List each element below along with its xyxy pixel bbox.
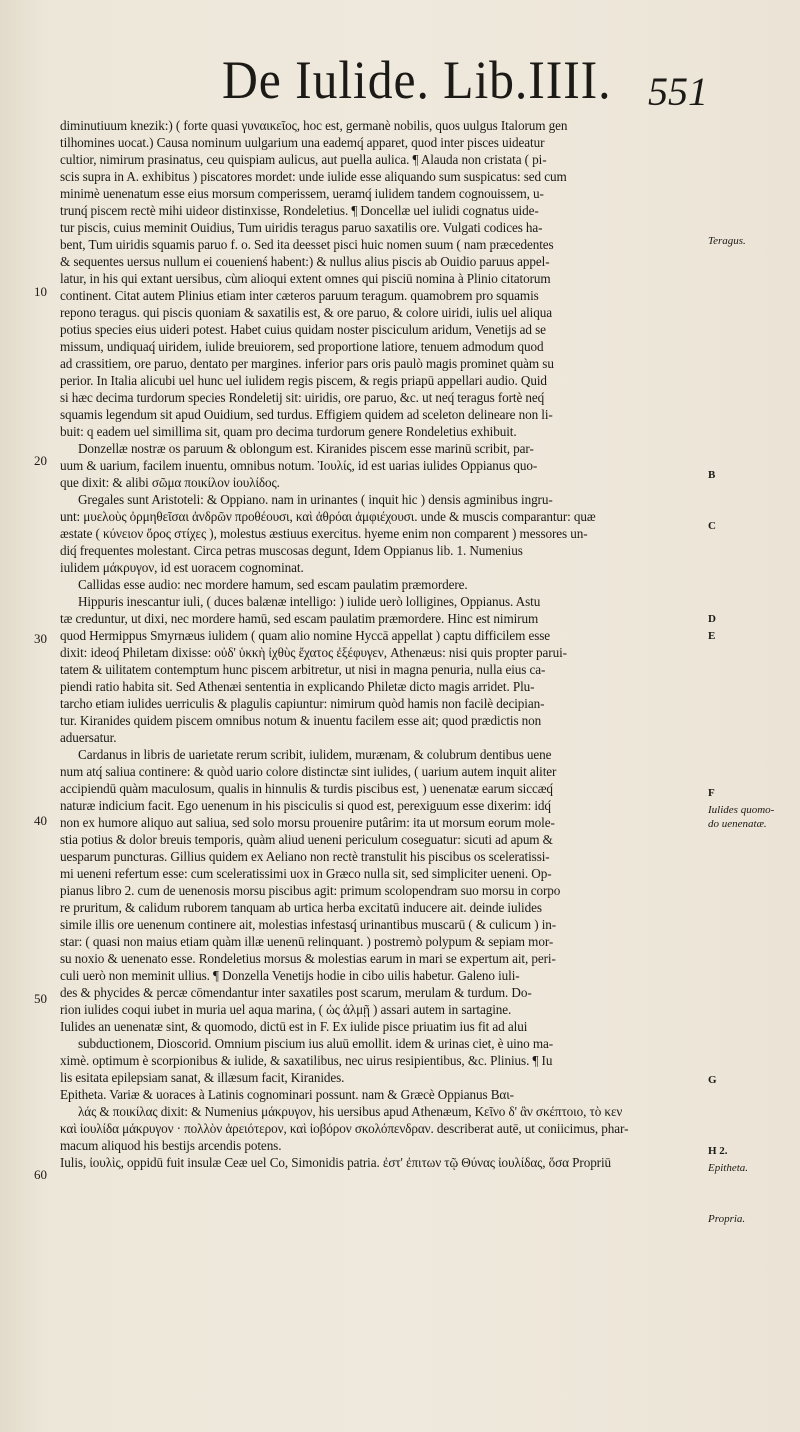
text-line: accipiendū quàm maculosum, qualis in hinnulis & turdis piscibus est, ) uenenatæ earum siccæq́ (60, 781, 553, 796)
text-line: scis supra in A. exhibitus ) piscatores mordet: unde iulide esse aliquando sum suspicatus: sed cum (60, 169, 567, 184)
line-number: 40 (34, 813, 47, 828)
page-header (0, 52, 800, 112)
text-line: λάς & ποικίλας dixit: & Numenius μάκρυγον, his uersibus apud Athenæum, Κεῖνο δ' ἂν σκέπτοιο, τὸ κεν (78, 1104, 623, 1119)
text-line: latur, in his qui extant uersibus, cùm alioqui extent omnes qui pisciū nomina à Plinio citatorum (60, 271, 551, 286)
text-line: si hæc decima turdorum species Rondeletij sit: uiridis, ore paruo, &c. ut neq́ teragus fortè neq́ (60, 390, 545, 405)
margin-letter-h: H 2. (708, 1145, 728, 1157)
text-line: non ex humore aliquo aut saliua, sed solo morsu prouenire putârim: ita ut morsum eorum mole- (60, 815, 555, 830)
margin-letter-g: G (708, 1074, 717, 1086)
text-line: Cardanus in libris de uarietate rerum scribit, iulidem, murænam, & colubrum dentibus uene (78, 747, 552, 762)
text-line: tur piscis, cuius meminit Ouidius, Tum uiridis teragus paruo saxatilis ore. Vulgati codices ha- (60, 220, 543, 235)
text-line: buit: q eadem uel simillima sit, quam pro decima turdorum genere Rondeletius exhibuit. (60, 424, 517, 439)
text-line: repono teragus. qui piscis quoniam & saxatilis est, & ore paruo, & colore uiridi, iulis uel aliqua (60, 305, 552, 320)
text-line: continent. Citat autem Plinius etiam inter cæteros paruum teragum. quamobrem pro squamis (60, 288, 539, 303)
text-line: su noxio & uenenato esse. Rondeletius morsus & molestias earum in mari se expertum ait, peri- (60, 951, 556, 966)
running-title: De Iulide. Lib.IIII. (222, 50, 612, 110)
text-line: diq́ frequentes molestant. Circa petras muscosas degunt, Idem Oppianus lib. 1. Numenius (60, 543, 523, 558)
text-line: uesparum puncturas. Gillius quidem ex Aeliano non rectè transtulit his piscibus os sceleratissi- (60, 849, 550, 864)
margin-letter-e: E (708, 630, 716, 642)
text-line: trunq́ piscem rectè mihi uideor distinxisse, Rondeletius. ¶ Doncellæ uel iulidi cognatus uide- (60, 203, 539, 218)
text-line: lis esitata epilepsiam sanat, & illæsum facit, Kiranides. (60, 1070, 345, 1085)
text-line: naturæ indicium facit. Ego uenenum in his pisciculis si quod est, perexiguum esse dixerim: idq́ (60, 798, 551, 813)
text-line: tarcho etiam iulides uerriculis & plagulis capiuntur: nimirum quòd hamis non facilè decipian- (60, 696, 545, 711)
text-line: macum aliquod his bestijs arcendis potens. (60, 1138, 282, 1153)
text-line: & sequentes uersus nullum ei couenienś habent:) & nullus alius piscis ab Ouidio paruus appel- (60, 254, 550, 269)
text-line: re pruritum, & calidum ruborem tanquam ab urtica herba excitatū inducere ait. deinde iulides (60, 900, 542, 915)
text-line: tur. Kiranides quidem piscem omnibus notum & inuentu facilem esse ait; quod prædictis non (60, 713, 542, 728)
text-line: Epitheta. Variæ & uoraces à Latinis cognominari possunt. nam & Græcè Oppianus Βαι- (60, 1087, 514, 1102)
text-line: diminutiuum knezik:) ( forte quasi γυναικεῖος, hoc est, germanè nobilis, quos uulgus Italorum gen (60, 118, 568, 133)
text-line: rion iulides coqui iubet in muria uel aqua marina, ( ὡς ἀλμῇ ) assari autem in sartagine. (60, 1002, 512, 1017)
text-line: bent, Tum uiridis squamis paruo f. o. Sed ita deesset pisci huic nomen suum ( nam præcedentes (60, 237, 554, 252)
text-line: aduersatur. (60, 730, 117, 745)
text-line: squamis legendum sit apud Ouidium, sed turdus. Effigiem quidem ad sceleton delineare non li- (60, 407, 553, 422)
text-line: piendi ratio habita sit. Sed Athenæi sententia in explicando Philetæ dicto magis arridet. Plu- (60, 679, 535, 694)
line-number: 50 (34, 991, 47, 1006)
margin-note-propria: Propria. (708, 1213, 746, 1225)
margin-letter-b: B (708, 469, 716, 481)
text-line: quod Hermippus Smyrnæus iulidem ( quam alio nomine Hyccā appellat ) captu difficilem esse (60, 628, 551, 643)
margin-note-iulides-2: do uenenatæ. (708, 818, 767, 830)
text-line: Hippuris inescantur iuli, ( duces balænæ intelligo: ) iulide uerò lolligines, Oppianus. Astu (78, 594, 541, 609)
text-line: simile illis ore uenenum continere ait, molestias infestasq́ urinantibus muscarū ( & culicum ) in- (60, 917, 557, 932)
text-line: que dixit: & alibi σῶμα ποικίλον ἰουλίδος. (60, 475, 280, 490)
text-line: tæ creduntur, ut dixi, nec mordere hamū, sed escam paulatim præmordere. Hinc est nimirum (60, 611, 539, 626)
margin-letter-d: D (708, 613, 716, 625)
margin-note-teragus: Teragus. (708, 235, 746, 247)
text-line: star: ( quasi non maius etiam quàm illæ uenenū relinquant. ) postremò polypum & sepiam mor- (60, 934, 554, 949)
text-line: Iulis, ἰουλὶς, oppidū fuit insulæ Ceæ uel Co, Simonidis patria. ἐστ' ἐπιτων τῷ Θύνας ἰουλίδας, ὅσα Propriū (60, 1155, 612, 1170)
text-line: καὶ ἰουλίδα μάκρυγον · πολλὸν ἀρειότερον, καὶ ἰοβόρον σκολόπενδραν. describerat autē, ut coniicimus, phar- (60, 1121, 629, 1136)
text-line: mi ueneni refertum esse: cum sceleratissimi uox in Græco nulla sit, sed simpliciter ueneni. Op- (60, 866, 552, 881)
text-line: potius species eius uideri potest. Habet cuius quidam noster pisciculum aridum, Venetijs ad se (60, 322, 546, 337)
margin-letter-f: F (708, 787, 715, 799)
page-number: 551 (648, 69, 708, 114)
text-line: Callidas esse audio: nec mordere hamum, sed escam paulatim præmordere. (78, 577, 468, 592)
text-line: stia potius & dolor breuis temporis, quàm aliud ueneni periculum coseguatur: sicuti ad apum & (60, 832, 553, 847)
text-line: num atq́ saliua continere: & quòd uario colore distinctæ sint iulides, ( uarium autem inquit aliter (60, 764, 557, 779)
text-line: dixit: ideoq́ Philetam dixisse: οὐδ' ὑκκὴ ἰχθὺς ἔχατος ἐξέφυγεν, Athenæus: nisi quis propter parui- (60, 645, 567, 660)
text-line: perior. In Italia alicubi uel hunc uel iulidem regis piscem, & regis priapū appellari audio. Quid (60, 373, 547, 388)
text-line: des & phycides & percæ cōmendantur inter saxatiles post scarum, merulam & turdum. Do- (60, 985, 532, 1000)
text-line: cultior, nimirum prasinatus, ceu quispiam aulicus, aut puella aulica. ¶ Alauda non cristata ( pi- (60, 152, 547, 167)
text-line: Iulides an uenenatæ sint, & quomodo, dictū est in F. Ex iulide pisce priuatim ius fit ad alui (60, 1019, 528, 1034)
text-line: Gregales sunt Aristoteli: & Oppiano. nam in urinantes ( inquit hic ) densis agminibus ingru- (78, 492, 553, 507)
text-line: subductionem, Dioscorid. Omnium piscium ius aluū emollit. idem & urinas ciet, è uino ma- (78, 1036, 554, 1051)
text-line: culi uerò non meminit ullius. ¶ Donzella Venetijs hodie in cibo uilis habetur. Galeno iuli- (60, 968, 520, 983)
text-line: ximè. optimum è scorpionibus & iulide, & saxatilibus, nec uirus resipientibus, &c. Plinius. ¶ Iu (60, 1053, 553, 1068)
text-line: æstate ( κύνειον ὄρος στίχες ), molestus æstiuus exercitus. hyeme enim non comparent ) messores un- (60, 526, 588, 541)
margin-note-iulides-1: Iulides quomo- (708, 804, 775, 816)
line-number: 20 (34, 453, 47, 468)
text-line: minimè uenenatum esse eius morsum comperissem, ueramq́ iulidem tandem cognouissem, u- (60, 186, 544, 201)
text-line: Donzellæ nostræ os paruum & oblongum est. Kiranides piscem esse marinū scribit, par- (78, 441, 534, 456)
line-number: 10 (34, 284, 47, 299)
text-line: iulidem μάκρυγον, id est uoracem cognominat. (60, 560, 304, 575)
line-number: 30 (34, 631, 47, 646)
text-line: missum, undiquaq́ uiridem, iulide breuiorem, sed proportione latiore, tenuem admodum quod (60, 339, 544, 354)
line-number: 60 (34, 1167, 47, 1182)
text-line: uum & uarium, facilem inuentu, omnibus notum. Ἰουλίς, id est uarias iulides Oppianus quo- (60, 458, 538, 473)
text-line: tilhomines uocat.) Causa nominum uulgarium una eademq́ apparet, quod inter pisces uideatur (60, 135, 545, 150)
margin-note-epitheta: Epitheta. (708, 1162, 749, 1174)
text-line: unt: μυελοὺς ὀρμηθεῖσαι ἀνδρῶν προθέουσι, καὶ ἀθρόαι ἀμφιέχουσι. unde & muscis comparantur: quæ (60, 509, 596, 524)
margin-letter-c: C (708, 520, 716, 532)
text-line: tatem & uilitatem contemptum hunc piscem arbitretur, ut nisi in magna penuria, nulla eius ca- (60, 662, 546, 677)
text-line: pianus libro 2. cum de uenenosis morsu piscibus agit: primum scolopendram suo morsu in corpo (60, 883, 561, 898)
text-line: ad crassitiem, ore paruo, dentato per margines. inferior pars oris paulò magis prominet quàm su (60, 356, 554, 371)
